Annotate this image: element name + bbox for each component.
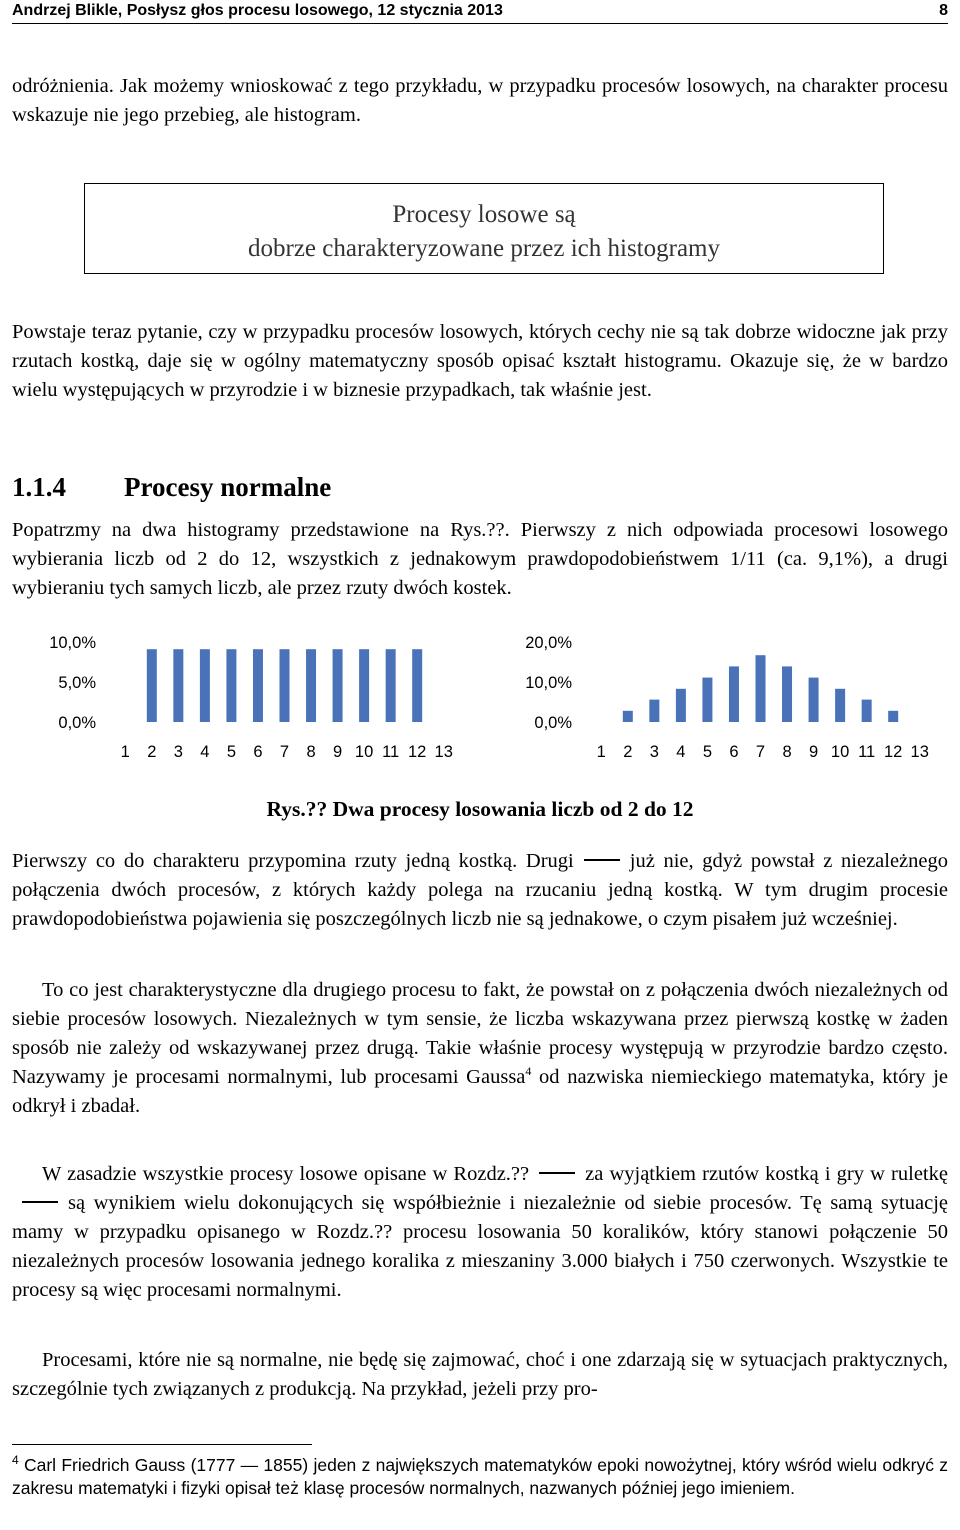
em-dash	[584, 859, 620, 861]
uniform-histogram-chart	[12, 620, 472, 780]
histogram-bar	[676, 689, 686, 722]
histogram-bar	[412, 649, 422, 722]
figure-caption: Rys.?? Dwa procesy losowania liczb od 2 do 12	[266, 797, 694, 821]
x-tick-label: 4	[200, 743, 210, 761]
histogram-bar	[809, 678, 819, 722]
x-tick-label: 11	[382, 743, 400, 761]
first-process-text-a: Pierwszy co do charakteru przypomina rzuty jedną kostką. Drugi	[12, 850, 574, 872]
histogram-bar	[306, 649, 316, 722]
y-tick-label: 10,0%	[525, 674, 572, 692]
x-tick-label: 11	[858, 743, 876, 761]
x-tick-label: 13	[910, 743, 929, 761]
histograms-paragraph: Popatrzmy na dwa histogramy przedstawione na Rys.??. Pierwszy z nich odpowiada procesowi losowego wybierania liczb od 2 do 12, wszystkich z jednakowym prawdopodobieństwem 1/11 (ca. 9,1%), a drugi wybieraniu tych samych liczb, ale przez rzuty dwóch kostek.	[12, 519, 948, 599]
x-tick-label: 5	[226, 743, 237, 761]
page-header	[12, 0, 948, 22]
x-tick-label: 10	[354, 743, 374, 761]
histogram-bar	[888, 711, 898, 722]
x-tick-label: 3	[173, 743, 183, 761]
histogram-bar	[173, 649, 183, 722]
x-tick-label: 1	[596, 743, 606, 761]
all-processes-text-c: są wynikiem wielu dokonujących się współbieżnie i niezależnie od siebie procesów. Tę samą sytuację mamy w przypadku opisanego w Rozdz.?? procesu losowania 50 koralików, który stanowi połączenie 50 niezależnych procesów losowania jednego koralika z mieszaniny 3.000 białych i 750 czerwonych. Wszystkie te procesy są więc procesami normalnymi.	[12, 1192, 948, 1301]
all-processes-paragraph	[12, 1160, 948, 1305]
callout-line-1: Procesy losowe są	[392, 201, 576, 228]
section-title: Procesy normalne	[124, 472, 332, 502]
x-tick-label: 13	[434, 743, 453, 761]
x-tick-label: 8	[782, 743, 792, 761]
em-dash	[22, 1201, 58, 1203]
histogram-bar	[623, 711, 633, 722]
histogram-bar	[226, 649, 236, 722]
histogram-bar	[835, 689, 845, 722]
two-dice-histogram-chart	[488, 620, 948, 780]
x-tick-label: 9	[332, 743, 343, 761]
histogram-bar	[333, 649, 343, 722]
first-process-paragraph	[12, 847, 948, 934]
x-tick-label: 3	[649, 743, 659, 761]
characteristic-text-a: To co jest charakterystyczne dla drugiego procesu to fakt, że powstał on z połączenia dwóch niezależnych od siebie procesów losowych. Niezależnych w tym sensie, że liczba wskazywana przez pierwszą kostkę w żaden sposób nie zależy od wskazywanej przez drugą. Takie właśnie procesy występują w przyrodzie bardzo często. Nazywamy je procesami normalnymi, lub procesami Gaussa	[12, 979, 948, 1088]
x-tick-label: 7	[755, 743, 766, 761]
x-tick-label: 2	[147, 743, 157, 761]
y-tick-label: 5,0%	[58, 674, 96, 692]
section-number: 1.1.4	[12, 472, 66, 502]
x-tick-label: 2	[623, 743, 633, 761]
histogram-bar	[756, 655, 766, 722]
non-normal-paragraph: Procesami, które nie są normalne, nie będę się zajmować, choć i one zdarzają się w sytuacjach praktycznych, szczególnie tych związanych z produkcją. Na przykład, jeżeli przy pro-	[12, 1349, 948, 1400]
histogram-bar	[359, 649, 369, 722]
histogram-bar	[147, 649, 157, 722]
y-tick-label: 0,0%	[58, 714, 96, 732]
footnote-ref: 4	[525, 1064, 532, 1079]
callout-line-2: dobrze charakteryzowane przez ich histogramy	[248, 235, 720, 262]
x-tick-label: 6	[729, 743, 739, 761]
section-heading	[12, 472, 331, 503]
footnote-marker: 4	[12, 1453, 19, 1468]
footnote-text: Carl Friedrich Gauss (1777 — 1855) jeden z największych matematyków epoki nowożytnej, który wśród wielu odkryć z zakresu matematyki i fizyki opisał też klasę procesów normalnych, nazwanych później jego imieniem.	[12, 1455, 948, 1498]
x-tick-label: 5	[702, 743, 713, 761]
intro-paragraph: odróżnienia. Jak możemy wnioskować z tego przykładu, w przypadku procesów losowych, na charakter procesu wskazuje nie jego przebieg, ale histogram.	[12, 75, 948, 126]
y-tick-label: 10,0%	[49, 634, 96, 652]
histogram-bar	[782, 666, 792, 722]
x-tick-label: 4	[676, 743, 686, 761]
x-tick-label: 8	[306, 743, 316, 761]
histogram-bar	[649, 700, 659, 722]
page-number: 8	[939, 2, 948, 19]
histogram-bar	[702, 678, 712, 722]
histogram-bar	[386, 649, 396, 722]
x-tick-label: 12	[884, 743, 903, 761]
histogram-bar	[280, 649, 290, 722]
callout-box	[84, 183, 884, 274]
x-tick-label: 1	[120, 743, 130, 761]
question-paragraph: Powstaje teraz pytanie, czy w przypadku procesów losowych, których cechy nie są tak dobrze widoczne jak przy rzutach kostką, daje się w ogólny matematyczny sposób opisać kształt histogramu. Okazuje się, że w bardzo wielu występujących w przyrodzie i w biznesie przypadkach, tak właśnie jest.	[12, 321, 948, 401]
histogram-bar	[862, 700, 872, 722]
x-tick-label: 6	[253, 743, 263, 761]
footnote-rule	[12, 1444, 312, 1445]
x-tick-label: 12	[408, 743, 427, 761]
first-process-text-b: już nie, gdyż powstał z niezależnego połączenia dwóch procesów, z których każdy polega na rzucaniu jedną kostką. W tym drugim procesie prawdopodobieństwa pojawienia się poszczególnych liczb nie są jednakowe, o czym pisałem już wcześniej.	[12, 850, 949, 930]
characteristic-paragraph	[12, 976, 948, 1121]
all-processes-text-a: W zasadzie wszystkie procesy losowe opisane w Rozdz.??	[42, 1163, 530, 1185]
characteristic-text-b: od nazwiska niemieckiego matematyka, który je odkrył i zbadał.	[12, 1066, 948, 1117]
histogram-bar	[200, 649, 210, 722]
y-tick-label: 0,0%	[534, 714, 572, 732]
x-tick-label: 7	[279, 743, 290, 761]
footnote	[12, 1454, 948, 1500]
histogram-bar	[253, 649, 263, 722]
x-tick-label: 10	[830, 743, 850, 761]
x-tick-label: 9	[808, 743, 819, 761]
header-title: Andrzej Blikle, Posłysz głos procesu losowego, 12 stycznia 2013	[12, 2, 503, 19]
y-tick-label: 20,0%	[525, 634, 572, 652]
header-rule	[12, 23, 948, 24]
all-processes-text-b: za wyjątkiem rzutów kostką i gry w ruletkę	[585, 1163, 948, 1185]
histogram-bar	[729, 666, 739, 722]
em-dash	[539, 1172, 575, 1174]
